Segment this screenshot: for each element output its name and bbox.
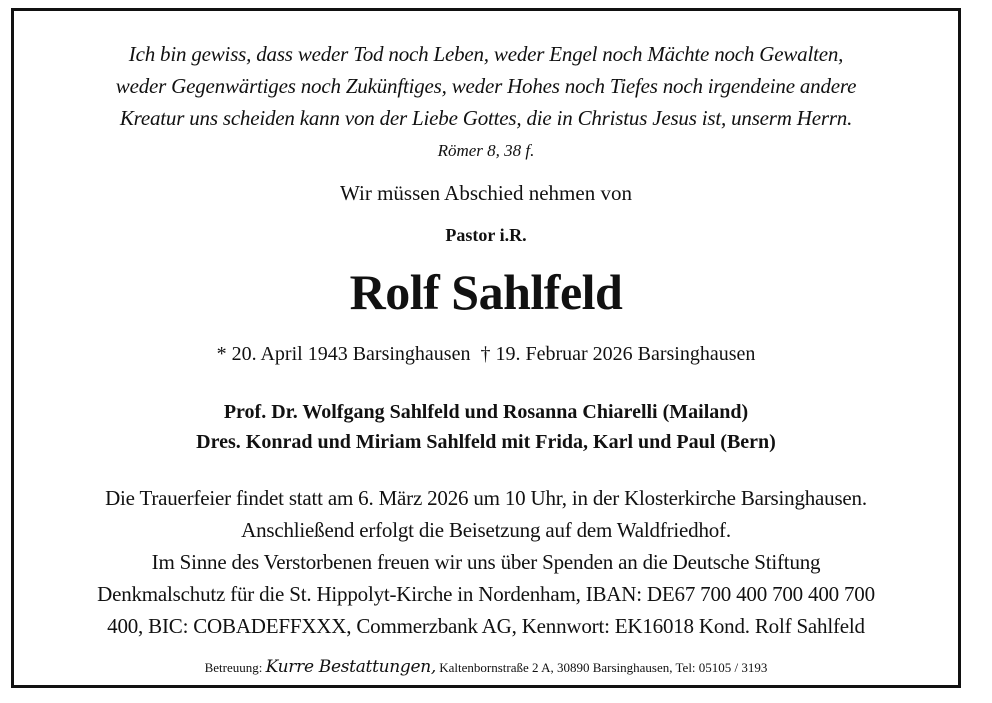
deceased-title: Pastor i.R.	[445, 225, 527, 245]
verse-line-2: weder Gegenwärtiges noch Zukünftiges, weder Hohes noch Tiefes noch irgendeine andere	[115, 74, 857, 98]
details-line-3: Im Sinne des Verstorbenen freuen wir uns über Spenden an die Deutsche Stiftung	[151, 550, 821, 574]
details-line-2: Anschließend erfolgt die Beisetzung auf dem Waldfriedhof.	[241, 518, 731, 542]
funeral-home-name: Kurre Bestattungen,	[265, 657, 437, 677]
footer-label: Betreuung:	[204, 660, 263, 675]
verse-line-3: Kreatur uns scheiden kann von der Liebe Gottes, die in Christus Jesus ist, unserm Herrn.	[119, 106, 853, 130]
details-line-5: 400, BIC: COBADEFFXXX, Commerzbank AG, Kennwort: EK16018 Kond. Rolf Sahlfeld	[107, 614, 865, 638]
family-line-1: Prof. Dr. Wolfgang Sahlfeld und Rosanna Chiarelli (Mailand)	[223, 401, 749, 423]
funeral-home-address: Kaltenbornstraße 2 A, 30890 Barsinghausen, Tel: 05105 / 3193	[439, 660, 768, 675]
verse-line-1: Ich bin gewiss, dass weder Tod noch Leben, weder Engel noch Mächte noch Gewalten,	[128, 42, 844, 66]
birth-death-dates: * 20. April 1943 Barsinghausen † 19. Februar 2026 Barsinghausen	[216, 343, 756, 365]
details-line-1: Die Trauerfeier findet statt am 6. März 2026 um 10 Uhr, in der Klosterkirche Barsinghausen.	[105, 486, 867, 510]
funeral-home-footer	[14, 657, 958, 677]
verse-reference: Römer 8, 38 f.	[437, 141, 535, 160]
details-line-4: Denkmalschutz für die St. Hippolyt-Kirche in Nordenham, IBAN: DE67 700 400 700 400 700	[97, 582, 875, 606]
obituary-notice	[11, 8, 961, 688]
deceased-name: Rolf Sahlfeld	[349, 264, 623, 320]
announcement-intro: Wir müssen Abschied nehmen von	[340, 181, 632, 205]
family-line-2: Dres. Konrad und Miriam Sahlfeld mit Frida, Karl und Paul (Bern)	[196, 431, 776, 453]
